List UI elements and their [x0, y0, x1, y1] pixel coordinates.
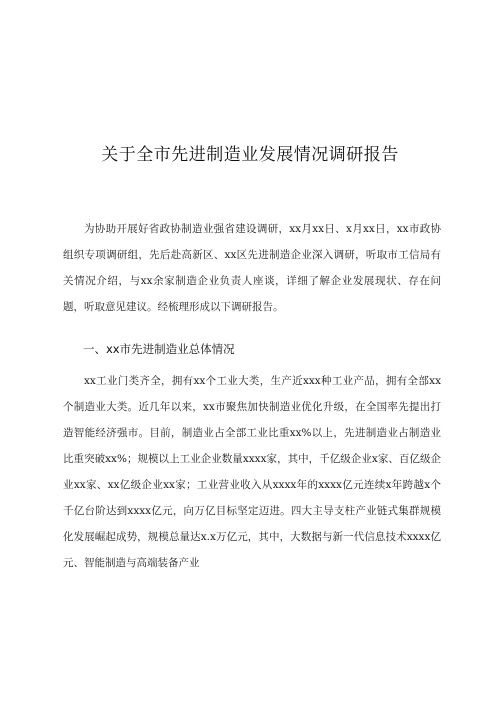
section-heading: 一、xx市先进制造业总体情况	[83, 342, 235, 356]
intro-paragraph: 为协助开展好省政协制造业强省建设调研，xx月xx日、x月xx日，xx市政协组织专项调研组，先后赴高新区、xx区先进制造企业深入调研，听取市工信局有关情况介绍，与xx余家制造企业负责人座谈，详细了解企业发展现状、存在问题，听取意见建议。经梳理形成以下调研报告。	[63, 223, 441, 313]
section-paragraph: xx工业门类齐全，拥有xx个工业大类，生产近xxx种工业产品，拥有全部xx个制造业大类。近几年以来，xx市聚焦加快制造业优化升级，在全国率先提出打造智能经济强市。目前，制造业占全部工业比重xx%以上，先进制造业占制造业比重突破xx%；规模以上工业企业数量xxxx家，其中，千亿级企业x家、百亿级企业xx家、xx亿级企业xx家；工业营业收入从xxxx年的xxxx亿元连续x年跨越x个千亿台阶达到xxxx亿元，向万亿目标坚定迈进。四大主导支柱产业链式集群规模化发展崛起成势，规模总量达x.x万亿元，其中，大数据与新一代信息技术xxxx亿元、智能制造与高端装备产业	[63, 375, 441, 569]
document-title: 关于全市先进制造业发展情况调研报告	[101, 145, 399, 165]
